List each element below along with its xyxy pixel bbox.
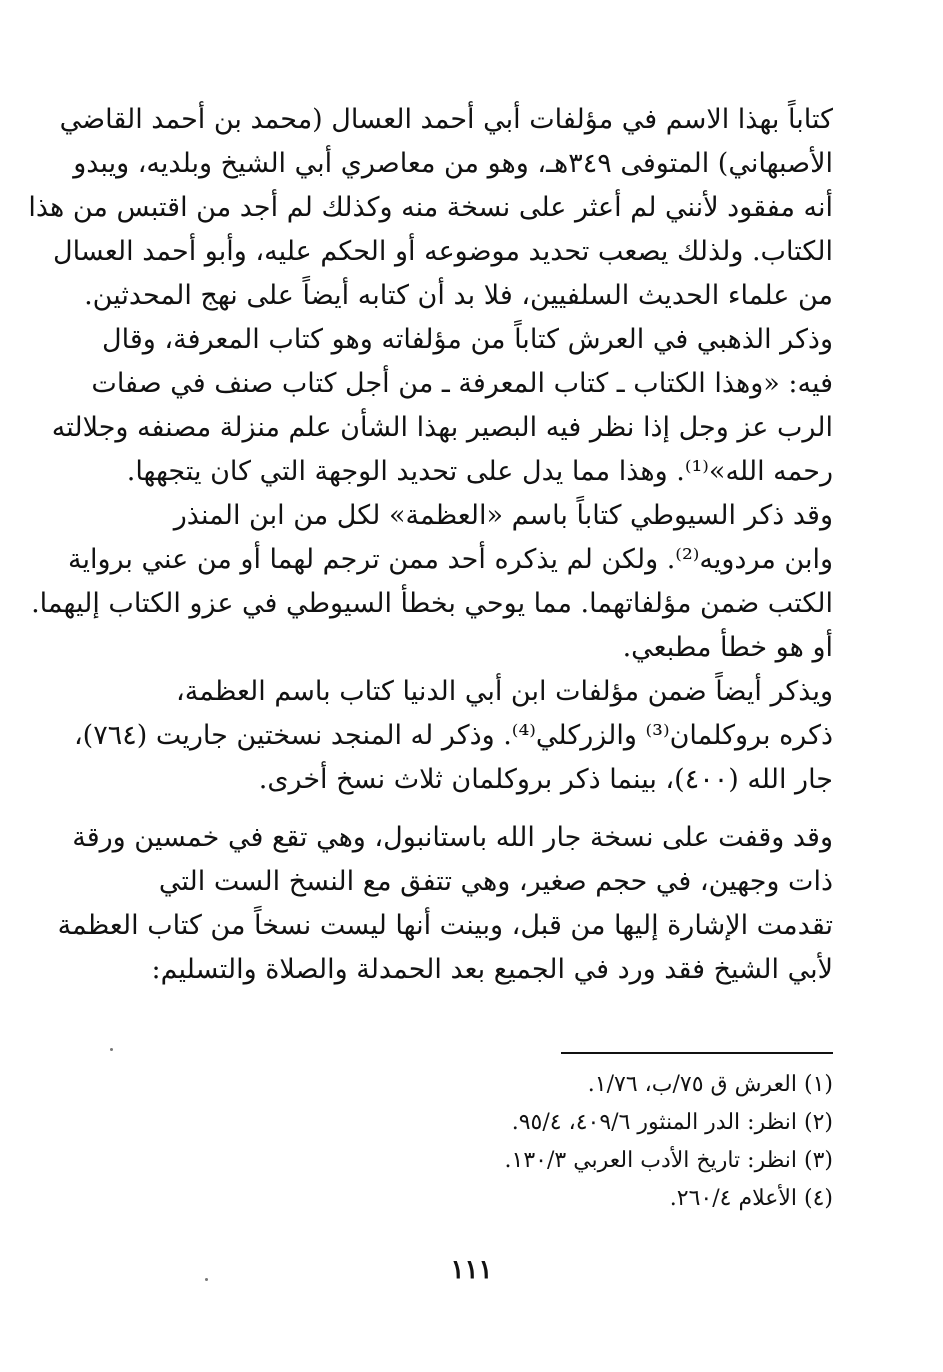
text-line: لأبي الشيخ فقد ورد في الجميع بعد الحمدلة والصلاة والتسليم: (151, 954, 833, 985)
text-line: كتاباً بهذا الاسم في مؤلفات أبي أحمد العسال (محمد بن أحمد القاضي (59, 104, 833, 135)
text-line: وقد ذكر السيوطي كتاباً باسم «العظمة» لكل من ابن المنذر (173, 500, 833, 531)
footnote-2: (٢) انظر: الدر المنثور ٤٠٩/٦، ٩٥/٤. (511, 1110, 833, 1135)
footnote-3: (٣) انظر: تاريخ الأدب العربي ١٣٠/٣. (504, 1148, 833, 1173)
footnote-4: (٤) الأعلام ٢٦٠/٤. (669, 1186, 833, 1211)
paragraph-3 (31, 494, 833, 670)
paragraph-5 (57, 816, 833, 992)
text-line: ذات وجهين، في حجم صغير، وهي تتفق مع النسخ الست التي (158, 866, 833, 897)
text-line: من علماء الحديث السلفيين، فلا بد أن كتابه أيضاً على نهج المحدثين. (84, 280, 833, 311)
paragraph-2 (51, 318, 833, 494)
footnote-divider (561, 1052, 833, 1054)
text-line: الكتب ضمن مؤلفاتهما. مما يوحي بخطأ السيوطي في عزو الكتاب إليهما. (31, 588, 833, 619)
text-line: فيه: «وهذا الكتاب ـ كتاب المعرفة ـ من أجل كتاب صنف في صفات (91, 368, 833, 399)
paragraph-1 (28, 98, 833, 318)
scan-speck (110, 1048, 113, 1051)
paragraph-gap (132, 802, 833, 816)
page-number: ١١١ (450, 1255, 493, 1285)
text-line: رحمه الله»⁽¹⁾. وهذا مما يدل على تحديد الوجهة التي كان يتجهها. (126, 456, 833, 487)
text-line: ويذكر أيضاً ضمن مؤلفات ابن أبي الدنيا كتاب باسم العظمة، (176, 676, 833, 707)
text-line: تقدمت الإشارة إليها من قبل، وبينت أنها ليست نسخاً من كتاب العظمة (57, 910, 833, 941)
footnote-1: (١) العرش ق ٧٥/ب، ١/٧٦. (587, 1072, 833, 1097)
scan-speck (205, 1278, 208, 1281)
text-line: أو هو خطأ مطبعي. (622, 632, 833, 663)
text-line: أنه مفقود لأنني لم أعثر على نسخة منه وكذلك لم أجد من اقتبس من هذا (28, 192, 833, 223)
text-line: وقد وقفت على نسخة جار الله باستانبول، وهي تقع في خمسين ورقة (72, 822, 833, 853)
footnotes (413, 1066, 833, 1218)
text-line: وذكر الذهبي في العرش كتاباً من مؤلفاته وهو كتاب المعرفة، وقال (102, 324, 833, 355)
text-line: جار الله (٤٠٠)، بينما ذكر بروكلمان ثلاث نسخ أخرى. (258, 764, 833, 795)
text-line: الرب عز وجل إذا نظر فيه البصير بهذا الشأن علم منزلة مصنفه وجلالته (51, 412, 833, 443)
text-line: الكتاب. ولذلك يصعب تحديد موضوعه أو الحكم عليه، وأبو أحمد العسال (52, 236, 833, 267)
text-line: وابن مردويه⁽²⁾. ولكن لم يذكره أحد ممن ترجم لهما أو من عني برواية (67, 544, 833, 575)
paragraph-4 (73, 670, 833, 802)
text-line: الأصبهاني) المتوفى ٣٤٩هـ، وهو من معاصري أبي الشيخ وبلديه، ويبدو (73, 148, 833, 179)
text-line: ذكره بروكلمان⁽³⁾ والزركلي⁽⁴⁾. وذكر له المنجد نسختين جاريت (٧٦٤)، (73, 720, 833, 751)
body-text (28, 98, 833, 992)
